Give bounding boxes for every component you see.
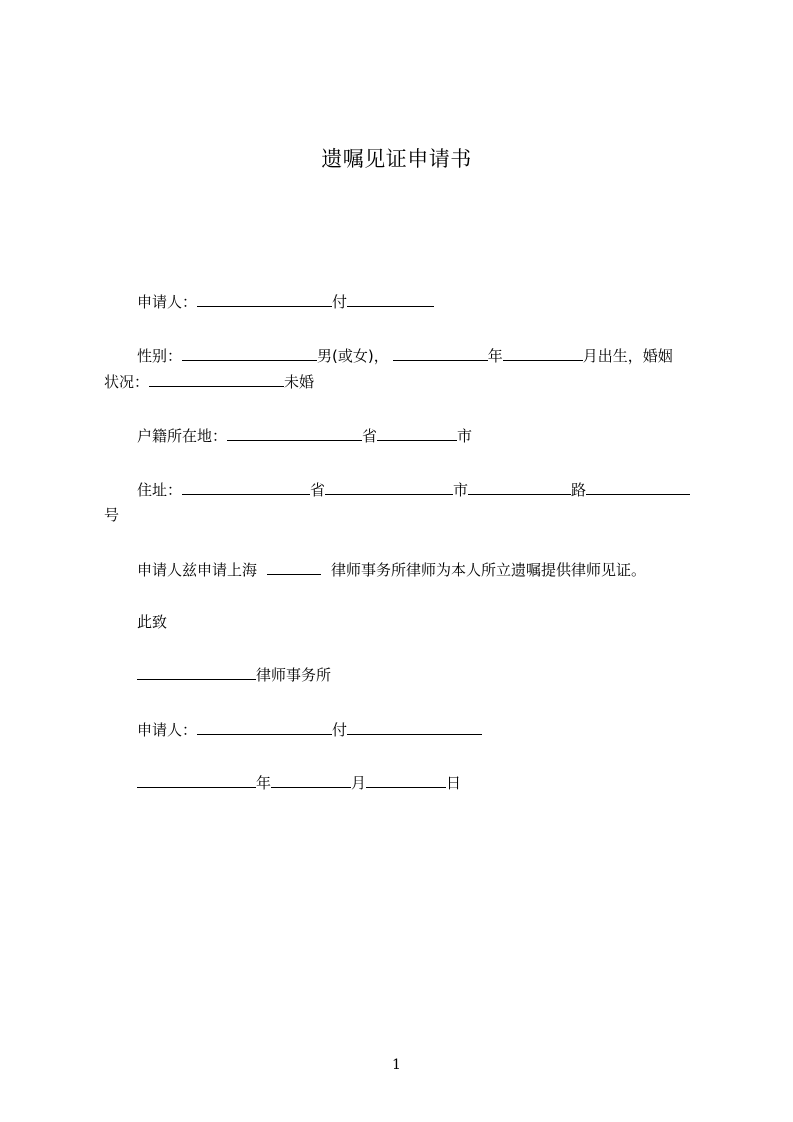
applicant-line [137,291,434,311]
address-city-blank[interactable] [468,479,571,495]
request-line [137,559,646,579]
hukou-line [137,425,472,445]
date-day: 日 [446,774,462,792]
gender-label: 性别： [137,347,183,365]
addressee-blank[interactable] [137,664,256,680]
page-number: 1 [392,1057,401,1073]
applicant-name-blank[interactable] [197,291,332,307]
gender-value: 男(或女)， [317,347,389,365]
marital-value: 未婚 [284,373,315,391]
applicant-fu: 付 [332,293,348,311]
marital-label: 状况： [104,373,150,391]
hukou-city-blank[interactable] [377,425,457,441]
address-road-blank[interactable] [586,479,690,495]
hukou-city: 市 [457,427,473,445]
request-prefix: 申请人兹申请上海 [137,561,258,579]
signature-line [137,719,482,739]
signature-fu: 付 [332,721,348,739]
address-number: 号 [104,506,120,524]
date-month-blank[interactable] [271,772,351,788]
date-day-blank[interactable] [366,772,446,788]
hukou-blank[interactable] [227,425,362,441]
applicant-fu-blank[interactable] [347,291,434,307]
closing-line [137,612,167,632]
date-year: 年 [256,774,272,792]
law-firm-blank[interactable] [267,559,321,575]
birth-month-blank[interactable] [503,345,583,361]
date-year-blank[interactable] [137,772,256,788]
address-label: 住址： [137,481,183,499]
addressee-law-firm: 律师事务所 [256,666,332,684]
birth-year-label: 年 [487,347,503,365]
hukou-province: 省 [362,427,378,445]
addressee-line [137,664,331,684]
page-title: 遗嘱见证申请书 [321,147,472,171]
signature-name-blank[interactable] [197,719,332,735]
request-suffix: 律师事务所律师为本人所立遗嘱提供律师见证。 [331,561,647,579]
date-month: 月 [351,774,367,792]
address-city: 市 [453,481,469,499]
birth-year-blank[interactable] [393,345,488,361]
gender-line [137,345,673,365]
address-province-blank[interactable] [325,479,453,495]
address-province: 省 [310,481,326,499]
signature-fu-blank[interactable] [347,719,482,735]
closing-text: 此致 [137,613,168,631]
address-blank[interactable] [182,479,310,495]
marital-blank[interactable] [149,371,284,387]
date-line [137,772,461,792]
address-line [137,479,690,499]
signature-label: 申请人： [137,721,198,739]
marital-line [104,371,314,391]
hukou-label: 户籍所在地： [137,427,228,445]
address-number-line [104,505,119,525]
applicant-label: 申请人： [137,293,198,311]
gender-blank[interactable] [182,345,317,361]
address-road: 路 [571,481,587,499]
birth-month-label: 月出生，婚姻 [582,347,673,365]
